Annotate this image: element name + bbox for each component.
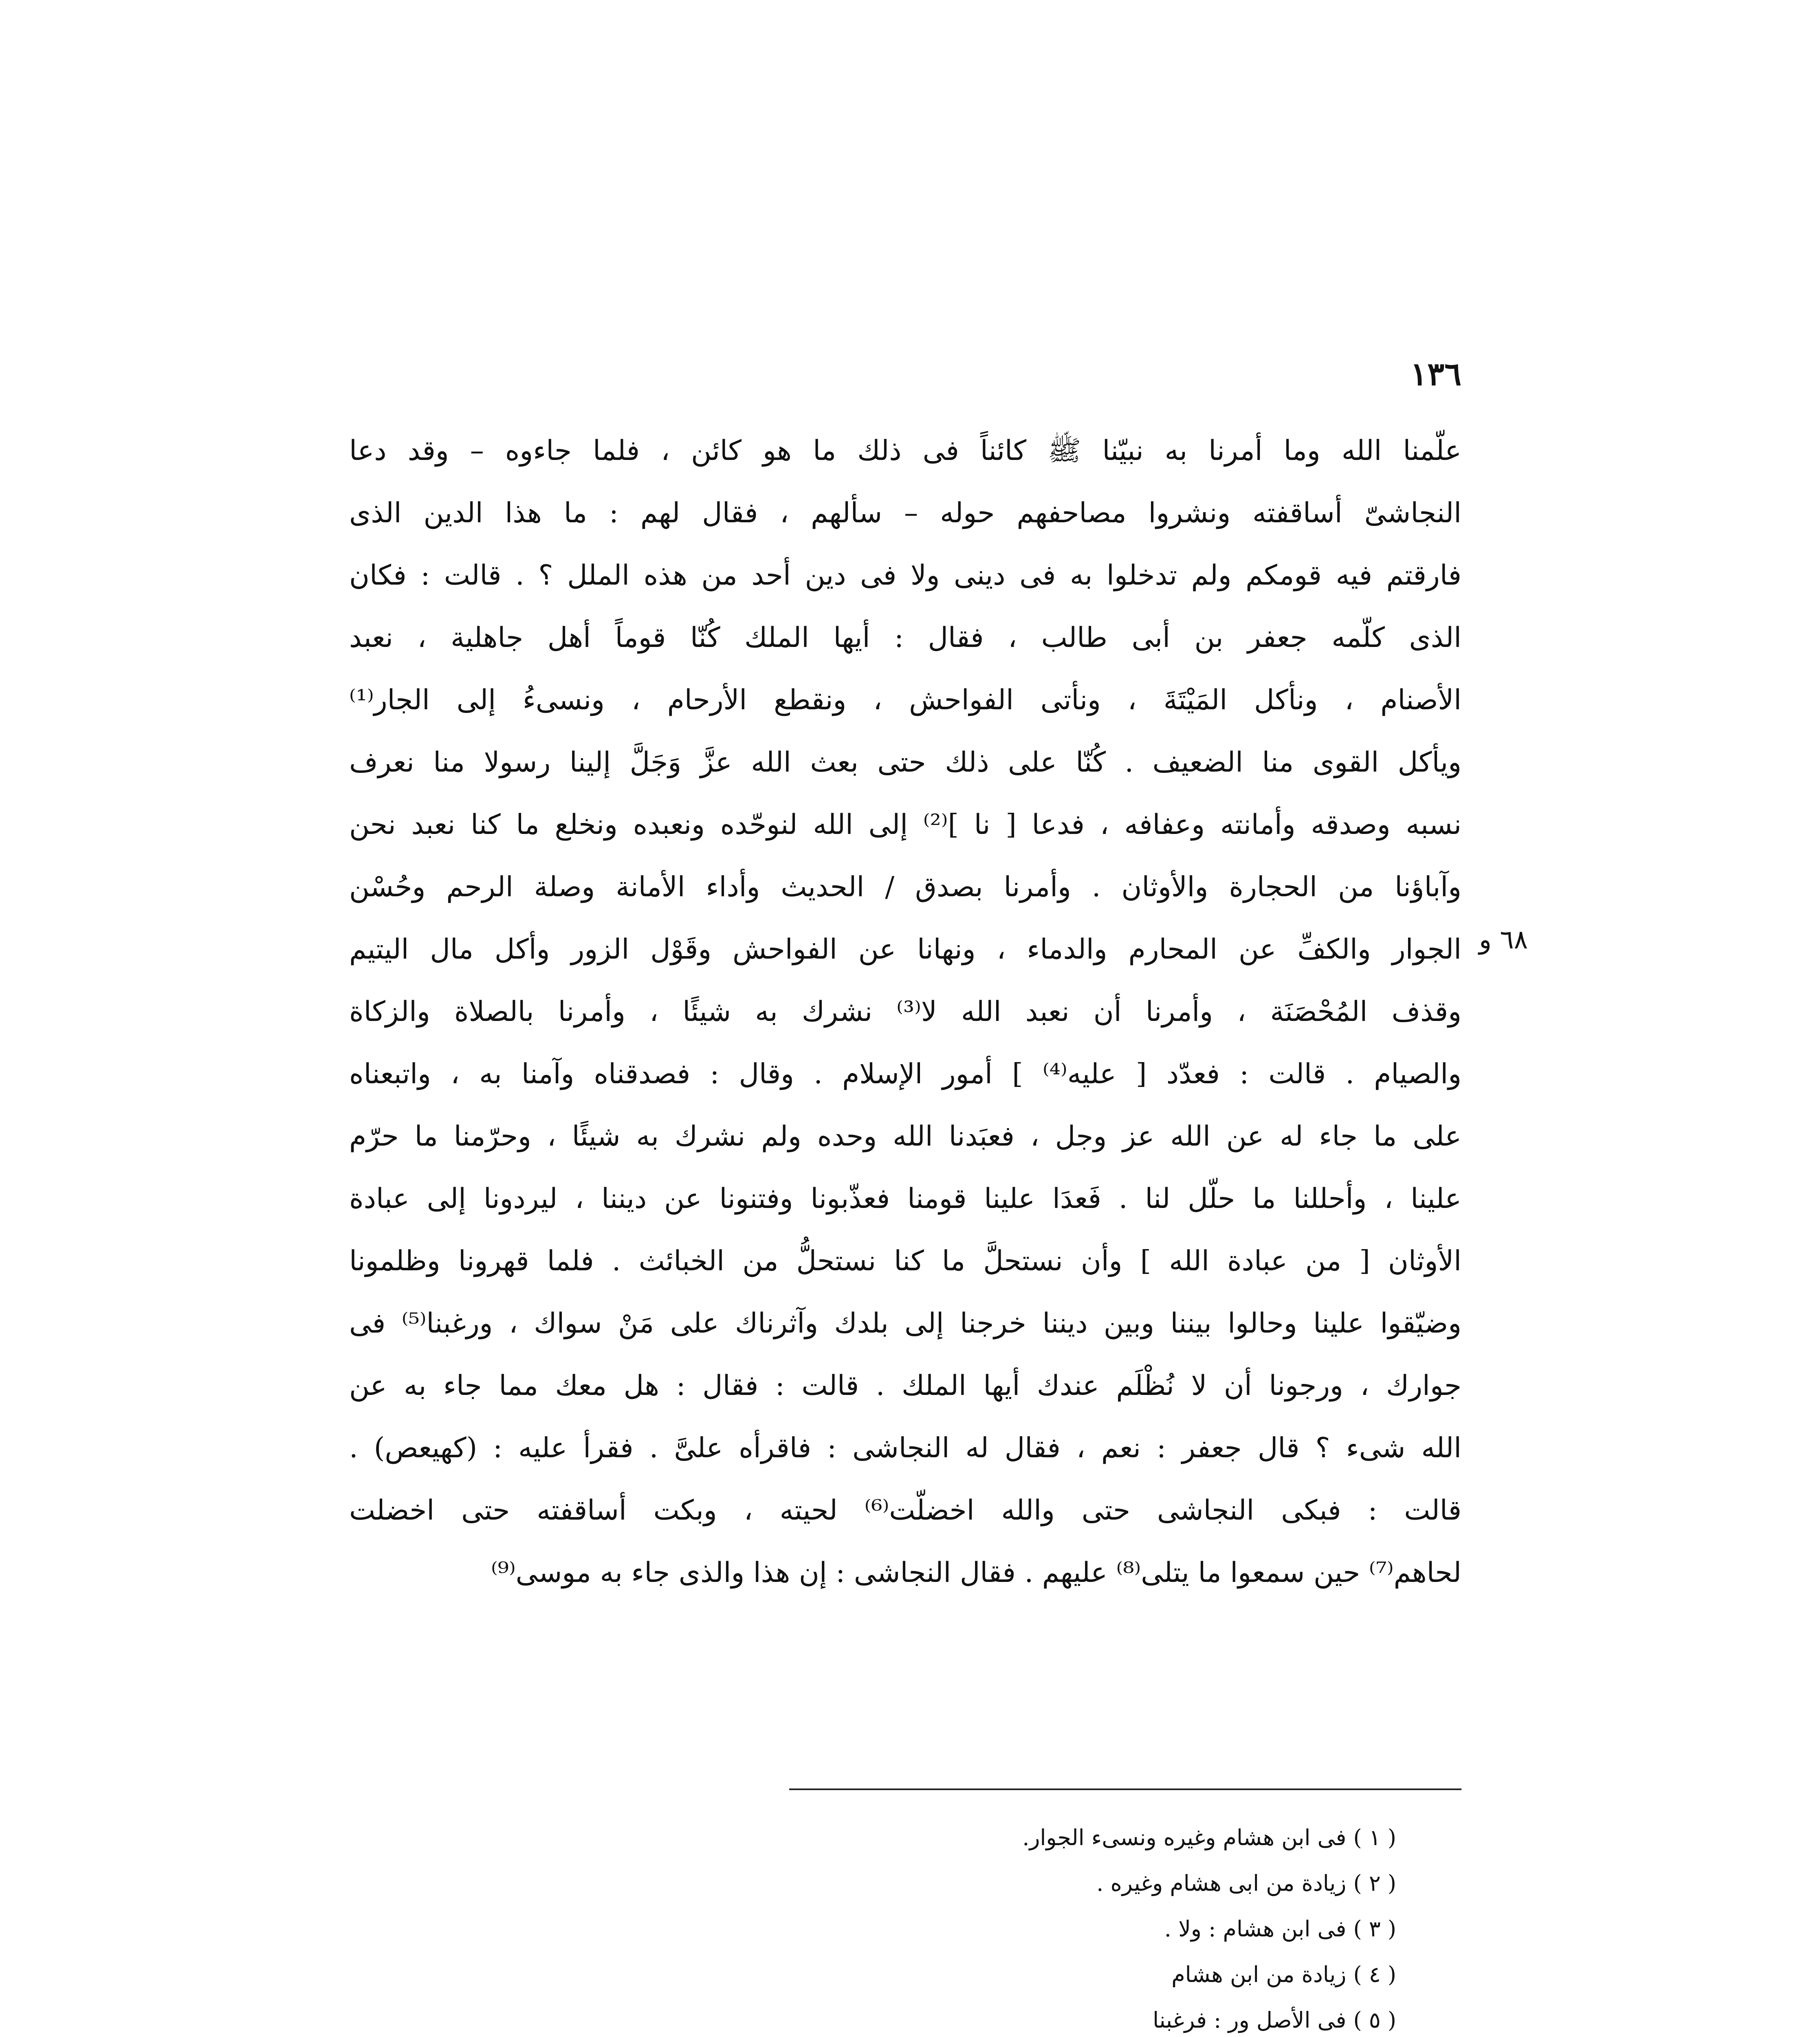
text-line: علينا ، وأحللنا ما حلّل لنا . فَعدَا علينا قومنا فعذّبونا وفتنونا عن ديننا ، ليردونا إلى عبادة [349,1183,1461,1215]
footnote: ( ٤ ) زيادة من ابن هشام [1171,1962,1396,1987]
text-line: والصيام . قالت : فعدّد [ عليه⁽⁴⁾ ] أمور الإسلام . وقال : فصدقناه وآمنا به ، واتبعناه [349,1058,1461,1090]
footnote: ( ٣ ) فى ابن هشام : ولا . [1164,1916,1396,1942]
text-line: نسبه وصدقه وأمانته وعفافه ، فدعا [ نا ]⁽²⁾ إلى الله لنوحّده ونعبده ونخلع ما كنا نعبد نحن [349,809,1461,841]
footnotes-block [704,1815,1396,2037]
text-line: وضيّقوا علينا وحالوا بيننا وبين ديننا خرجنا إلى بلدك وآثرناك على مَنْ سواك ، ورغبنا⁽⁵⁾ فى [349,1307,1461,1340]
footnote: ( ٢ ) زيادة من ابى هشام وغيره . [1096,1870,1396,1896]
footnote: ( ٥ ) فى الأصل ور : فرغبنا [1153,2007,1396,2033]
text-line: فارقتم فيه قومكم ولم تدخلوا به فى دينى ولا فى دين أحد من هذه الملل ؟ . قالت : فكان [349,559,1461,592]
main-text-block [349,420,1461,1604]
text-line: وآباؤنا من الحجارة والأوثان . وأمرنا بصدق / الحديث وأداء الأمانة وصلة الرحم وحُسْن [349,871,1461,903]
text-line: جوارك ، ورجونا أن لا نُظْلَم عندك أيها الملك . قالت : فقال : هل معك مما جاء به عن [349,1370,1461,1402]
text-line: علّمنا الله وما أمرنا به نبيّنا ﷺ كائناً فى ذلك ما هو كائن ، فلما جاءوه – وقد دعا [349,435,1461,467]
text-line: الذى كلّمه جعفر بن أبى طالب ، فقال : أيها الملك كُنّا قوماً أهل جاهلية ، نعبد [349,622,1461,654]
margin-folio-note: ٦٨ و [1479,925,1528,955]
text-line: الأوثان [ من عبادة الله ] وأن نستحلَّ ما كنا نستحلُّ من الخبائث . فلما قهرونا وظلمونا [349,1245,1461,1277]
text-line: قالت : فبكى النجاشى حتى والله اخضلّت⁽⁶⁾ لحيته ، وبكت أساقفته حتى اخضلت [349,1494,1461,1527]
page-number: ١٣٦ [1410,356,1461,393]
text-line: الجوار والكفِّ عن المحارم والدماء ، ونهانا عن الفواحش وقَوْل الزور وأكل مال اليتيم [349,933,1461,966]
footnote: ( ١ ) فى ابن هشام وغيره ونسىء الجوار. [1022,1825,1396,1850]
text-line: على ما جاء له عن الله عز وجل ، فعبَدنا الله وحده ولم نشرك به شيئًا ، وحرّمنا ما حرّم [349,1120,1461,1153]
text-line: الأصنام ، ونأكل المَيْتَةَ ، ونأتى الفواحش ، ونقطع الأرحام ، ونسىءُ إلى الجار⁽¹⁾ [349,684,1461,716]
text-line: النجاشىّ أساقفته ونشروا مصاحفهم حوله – سألهم ، فقال لهم : ما هذا الدين الذى [349,497,1461,529]
footnote-separator [789,1788,1461,1790]
text-line: لحاهم⁽⁷⁾ حين سمعوا ما يتلى⁽⁸⁾ عليهم . فقال النجاشى : إن هذا والذى جاء به موسى⁽⁹⁾ [491,1557,1461,1589]
text-line: وقذف المُحْصَنَة ، وأمرنا أن نعبد الله لا⁽³⁾ نشرك به شيئًا ، وأمرنا بالصلاة والزكاة [349,996,1461,1028]
text-line: الله شىء ؟ قال جعفر : نعم ، فقال له النجاشى : فاقرأه علىَّ . فقرأ عليه : (كهيعص) . [349,1432,1461,1464]
text-line: ويأكل القوى منا الضعيف . كُنّا على ذلك حتى بعث الله عزَّ وَجَلَّ إلينا رسولا منا نعرف [349,746,1461,779]
